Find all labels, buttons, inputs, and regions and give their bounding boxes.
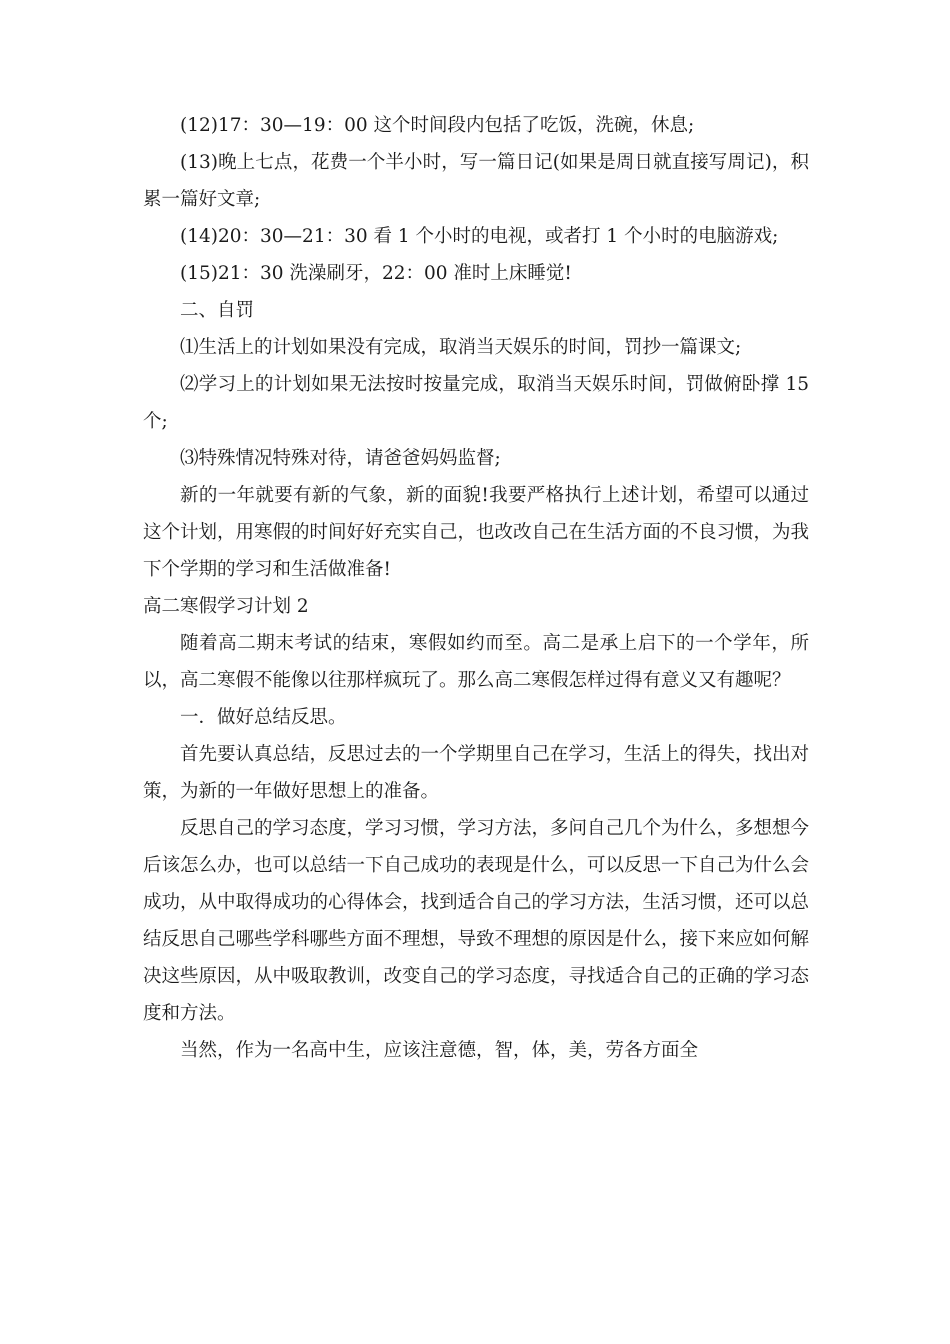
penalty-item-2: ⑵学习上的计划如果无法按时按量完成，取消当天娱乐时间，罚做俯卧撑 15 个;: [143, 374, 809, 432]
closing-paragraph: 新的一年就要有新的气象，新的面貌!我要严格执行上述计划，希望可以通过这个计划，用寒假的时间好好充实自己，也改改自己在生活方面的不良习惯，为我下个学期的学习和生活做准备!: [143, 485, 810, 580]
subheading-summary-reflection: 一．做好总结反思。: [180, 707, 347, 728]
intro-paragraph: 随着高二期末考试的结束，寒假如约而至。高二是承上启下的一个学年，所以，高二寒假不能像以往那样疯玩了。那么高二寒假怎样过得有意义又有趣呢？: [143, 633, 809, 691]
penalty-item-3: ⑶特殊情况特殊对待，请爸爸妈妈监督;: [180, 448, 501, 469]
body-paragraph: 当然，作为一名高中生，应该注意德，智，体，美，劳各方面全: [180, 1040, 699, 1061]
body-paragraph: 反思自己的学习态度，学习习惯，学习方法，多问自己几个为什么，多想想今后该怎么办，也可以总结一下自己成功的表现是什么，可以反思一下自己为什么会成功，从中取得成功的心得体会，找到适合自己的学习方法，生活习惯，还可以总结反思自己哪些学科哪些方面不理想，导致不理想的原因是什么，接下来应如何解决这些原因，从中吸取教训，改变自己的学习态度，寻找适合自己的正确的学习态度和方法。: [143, 818, 810, 1024]
section-heading-self-penalty: 二、自罚: [180, 300, 255, 321]
paragraph-item-15: (15)21：30 洗澡刷牙，22：00 准时上床睡觉!: [180, 263, 572, 284]
plan-2-title: 高二寒假学习计划 2: [143, 596, 309, 617]
penalty-item-1: ⑴生活上的计划如果没有完成，取消当天娱乐的时间，罚抄一篇课文;: [180, 337, 742, 358]
body-paragraph: 首先要认真总结，反思过去的一个学期里自己在学习，生活上的得失，找出对策，为新的一年做好思想上的准备。: [143, 744, 810, 802]
paragraph-item-13: (13)晚上七点，花费一个半小时，写一篇日记(如果是周日就直接写周记)，积累一篇好文章;: [143, 152, 809, 210]
document-page: [143, 107, 809, 1069]
paragraph-item-14: (14)20：30—21：30 看 1 个小时的电视，或者打 1 个小时的电脑游戏;: [180, 226, 779, 247]
paragraph-item-12: (12)17：30—19：00 这个时间段内包括了吃饭，洗碗，休息;: [180, 115, 695, 136]
